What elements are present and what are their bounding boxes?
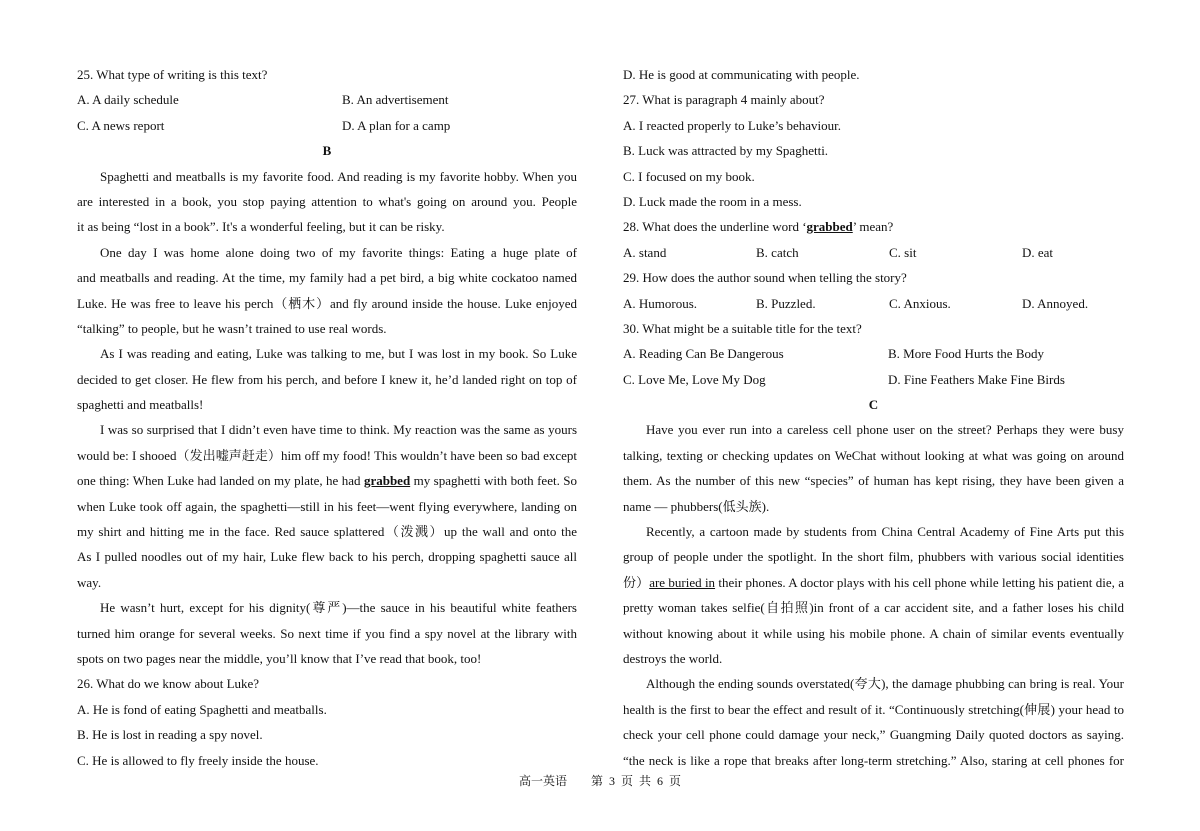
option-30-a: A. Reading Can Be Dangerous	[623, 346, 784, 362]
text-line: way.	[77, 574, 102, 590]
passage-b-paragraph-1	[77, 164, 577, 240]
text-line: name — phubbers(低头族).	[623, 498, 770, 514]
section-b-heading: B	[322, 143, 332, 159]
option-27-c: C. I focused on my book.	[623, 168, 755, 184]
option-30-b: B. More Food Hurts the Body	[888, 346, 1044, 362]
text-line: pretty woman takes selfie(自拍照)in front of a car accident site, and a father loses his child	[623, 600, 1124, 616]
text-line: would be: I shooed（发出嘘声赶走）him off my food! This wouldn’t have been so bad except	[77, 447, 577, 463]
text-segment: 份）	[623, 574, 650, 590]
text-line: health is the first to bear the effect and result of it. “Continuously stretching(伸展) your head to	[623, 701, 1124, 717]
underlined-word-grabbed: grabbed	[806, 219, 853, 235]
text-line: turned him orange for several weeks. So next time if you find a spy novel at the library with	[77, 625, 577, 641]
text-line: are interested in a book, you stop paying attention to what's going on around you. People	[77, 193, 577, 209]
text-line: talking, texting or checking updates on WeChat without looking at what was going on around	[623, 447, 1124, 463]
passage-c-paragraph-3	[623, 671, 1124, 773]
option-29-a: A. Humorous.	[623, 295, 698, 311]
question-27: 27. What is paragraph 4 mainly about?	[623, 92, 825, 108]
question-29: 29. How does the author sound when telling the story?	[623, 270, 907, 286]
text-line: it as being “lost in a book”. It's a wonderful feeling, but it can be risky.	[77, 219, 445, 235]
passage-b-paragraph-2	[77, 240, 577, 342]
text-line: without knowing about it while using his mobile phone. A chain of similar events eventually	[623, 625, 1124, 641]
option-25-c: C. A news report	[77, 117, 165, 133]
option-28-a: A. stand	[623, 244, 667, 260]
option-25-d: D. A plan for a camp	[342, 117, 451, 133]
passage-c-paragraph-1	[623, 417, 1124, 519]
text-line: Spaghetti and meatballs is my favorite food. And reading is my favorite hobby. When you	[100, 168, 577, 184]
text-line: group of people under the spotlight. In the short film, phubbers with various social identities	[623, 549, 1124, 565]
passage-b-paragraph-3	[77, 341, 577, 417]
section-c-heading: C	[868, 397, 879, 413]
question-26: 26. What do we know about Luke?	[77, 676, 260, 692]
text-line: when Luke took off again, the spaghetti—still in his feet—went flying everywhere, landing on	[77, 498, 577, 514]
question-28	[623, 214, 1124, 239]
underlined-word-grabbed: grabbed	[363, 473, 411, 489]
option-26-a: A. He is fond of eating Spaghetti and meatballs.	[77, 701, 327, 717]
question-25-options-row-2	[77, 113, 577, 138]
option-25-b: B. An advertisement	[342, 92, 449, 108]
text-line: Although the ending sounds overstated(夸大), the damage phubbing can bring is real. Your	[646, 676, 1124, 692]
text-segment: one thing: When Luke had landed on my plate, he had	[77, 473, 364, 489]
option-29-b: B. Puzzled.	[756, 295, 816, 311]
option-27-b: B. Luck was attracted by my Spaghetti.	[623, 143, 829, 159]
right-column	[623, 62, 1124, 773]
option-30-d: D. Fine Feathers Make Fine Birds	[888, 371, 1065, 387]
text-line: Recently, a cartoon made by students from China Central Academy of Fine Arts put this	[646, 524, 1124, 540]
text-line: One day I was home alone doing two of my favorite things: Eating a huge plate of	[100, 244, 577, 260]
passage-b-paragraph-5	[77, 595, 577, 671]
text-line-with-underlined-phrase	[623, 570, 1124, 595]
text-line: I was so surprised that I didn’t even have time to think. My reaction was the same as yours	[100, 422, 577, 438]
option-27-a: A. I reacted properly to Luke’s behaviour.	[623, 117, 842, 133]
text-line: As I pulled noodles out of my hair, Luke flew back to his perch, dropping spaghetti sauce all	[77, 549, 577, 565]
question-30-options-row-2	[623, 367, 1124, 392]
text-line: spots on two pages near the middle, you’ll know that I’ve read that book, too!	[77, 650, 482, 666]
text-line: Luke. He was free to leave his perch（栖木）and fly around inside the house. Luke enjoyed	[77, 295, 577, 311]
passage-b-paragraph-4	[77, 417, 577, 595]
text-segment: 28. What does the underline word ‘	[623, 219, 807, 235]
text-line: destroys the world.	[623, 650, 723, 666]
text-line: Have you ever run into a careless cell phone user on the street? Perhaps they were busy	[646, 422, 1124, 438]
text-segment: ’ mean?	[852, 219, 894, 235]
text-line: spaghetti and meatballs!	[77, 397, 204, 413]
page-footer: 高一英语 第 3 页 共 6 页	[518, 774, 681, 788]
option-28-c: C. sit	[889, 244, 917, 260]
option-30-c: C. Love Me, Love My Dog	[623, 371, 766, 387]
text-line: decided to get closer. He flew from his perch, and before I knew it, he’d landed right on top of	[77, 371, 577, 387]
underlined-phrase-are-buried-in: are buried in	[649, 574, 716, 590]
text-line: my shirt and hitting me in the face. Red sauce splattered（泼溅）up the wall and onto the	[77, 524, 577, 540]
option-28-b: B. catch	[756, 244, 799, 260]
option-26-b: B. He is lost in reading a spy novel.	[77, 727, 263, 743]
text-line: “talking” to people, but he wasn’t trained to use real words.	[77, 320, 387, 336]
text-line: check your cell phone could damage your neck,” Guangming Daily quoted doctors as saying.	[623, 727, 1124, 743]
text-segment: my spaghetti with both feet. So	[410, 473, 577, 489]
question-29-options	[623, 291, 1124, 316]
question-30-options-row-1	[623, 341, 1124, 366]
option-29-c: C. Anxious.	[889, 295, 951, 311]
option-28-d: D. eat	[1022, 244, 1054, 260]
question-25-options-row-1	[77, 87, 577, 112]
text-segment: their phones. A doctor plays with his cell phone while letting his patient die, a	[715, 574, 1124, 590]
text-line: them. As the number of this new “species” of human has kept rising, they have been given a	[623, 473, 1124, 489]
option-25-a: A. A daily schedule	[77, 92, 179, 108]
text-line: “the neck is like a rope that breaks after long-term stretching.” Also, staring at cell phones for	[623, 752, 1124, 768]
text-line: As I was reading and eating, Luke was talking to me, but I was lost in my book. So Luke	[100, 346, 577, 362]
text-line: and meatballs and reading. At the time, my family had a pet bird, a big white cockatoo named	[77, 270, 577, 286]
question-30: 30. What might be a suitable title for the text?	[623, 320, 862, 336]
option-26-c: C. He is allowed to fly freely inside the house.	[77, 752, 319, 768]
option-29-d: D. Annoyed.	[1022, 295, 1089, 311]
text-line-with-underlined-word	[77, 468, 577, 493]
option-26-d: D. He is good at communicating with people.	[623, 67, 860, 82]
passage-c-paragraph-2	[623, 519, 1124, 671]
question-28-options	[623, 240, 1124, 265]
question-25: 25. What type of writing is this text?	[77, 67, 268, 82]
left-column	[77, 62, 577, 773]
text-line: He wasn’t hurt, except for his dignity(尊严)—the sauce in his beautiful white feathers	[100, 600, 577, 616]
option-27-d: D. Luck made the room in a mess.	[623, 193, 802, 209]
